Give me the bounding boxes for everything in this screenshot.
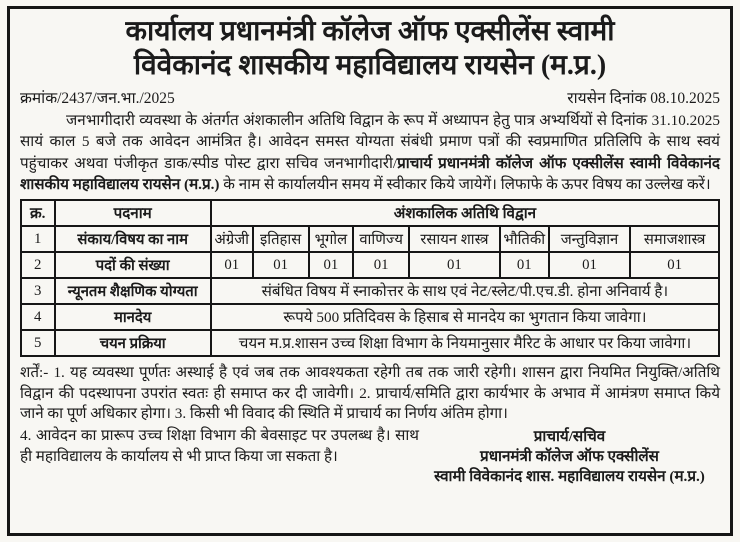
subject-cell: इतिहास xyxy=(253,226,309,252)
count-cell: 01 xyxy=(409,252,500,278)
signature-college-name: प्रधानमंत्री कॉलेज ऑफ एक्सीलेंस xyxy=(480,448,659,466)
detail-cell: चयन म.प्र.शासन उच्च शिक्षा विभाग के नियमानुसार मैरिट के आधार पर किया जावेगा। xyxy=(211,330,719,356)
reference-number: क्रमांक/2437/जन.भा./2025 xyxy=(20,90,175,108)
place-date: रायसेन दिनांक 08.10.2025 xyxy=(567,90,720,108)
intro-text-bold: प्राचार्य प्रधानमंत्री कॉलेज ऑफ एक्सीलेंस स्वामी विवेकानंद शासकीय महाविद्यालय रायसेन (म.प्र.) xyxy=(20,154,720,194)
signature-designation: प्राचार्य/सचिव xyxy=(533,428,606,446)
table-row-subjects xyxy=(21,226,719,252)
detail-cell: संबंधित विषय में स्नाकोत्तर के साथ एवं नेट/स्लेट/पी.एच.डी. होना अनिवार्य है। xyxy=(211,278,719,304)
row-label: मानदेय xyxy=(55,304,211,330)
sn-cell: 3 xyxy=(21,278,55,304)
detail-cell: रूपये 500 प्रतिदिवस के हिसाब से मानदेय का भुगतान किया जावेगा। xyxy=(211,304,719,330)
terms-paragraph: शर्तें:- 1. यह व्यवस्था पूर्णतः अस्थाई है एवं जब तक आवश्यकता रहेगी तब तक जारी रहेगी। शासन द्वारा नियमित नियुक्ति/अतिथि विद्वान की पदस्थापना उपरांत स्वतः ही समाप्त कर दी जावेगी। 2. प्राचार्य/समिति द्वारा कार्यभार के अभाव में आमंत्रण समाप्त किये जाने का पूर्ण अधिकार होगा। 3. किसी भी विवाद की स्थिति में प्राचार्य का निर्णय अंतिम होगा। xyxy=(20,364,720,423)
row-label: संकाय/विषय का नाम xyxy=(55,226,211,252)
vacancy-table xyxy=(20,199,720,357)
count-cell: 01 xyxy=(353,252,409,278)
page-title-line-1: कार्यालय प्रधानमंत्री कॉलेज ऑफ एक्सीलेंस स्वामी xyxy=(125,16,615,47)
signature-block xyxy=(419,426,720,486)
row-label: न्यूनतम शैक्षणिक योग्यता xyxy=(55,278,211,304)
term-item-4: 4. आवेदन का प्रारूप उच्च शिक्षा विभाग की बेवसाइट पर उपलब्ध है। साथ ही महाविद्यालय के कार्यालय से भी प्राप्त किया जा सकता है। xyxy=(20,427,419,465)
row-label: चयन प्रक्रिया xyxy=(55,330,211,356)
table-row-counts xyxy=(21,252,719,278)
subject-cell: जन्तुविज्ञान xyxy=(549,226,631,252)
intro-text-end: के नाम से कार्यालयीन समय में स्वीकार किये जायेगें। लिफाफे के ऊपर विषय का उल्लेख करें। xyxy=(219,176,711,194)
sn-cell: 4 xyxy=(21,304,55,330)
table-row-qualification xyxy=(21,278,719,304)
table-row-selection xyxy=(21,330,719,356)
subject-cell: अंग्रेजी xyxy=(211,226,253,252)
header-post-name: पदनाम xyxy=(55,200,211,226)
count-cell: 01 xyxy=(549,252,631,278)
sn-cell: 2 xyxy=(21,252,55,278)
document-frame xyxy=(7,6,733,536)
header-span-title: अंशकालिक अतिथि विद्वान xyxy=(211,200,719,226)
count-cell: 01 xyxy=(211,252,253,278)
header-sn: क्र. xyxy=(21,200,55,226)
table-header-row xyxy=(21,200,719,226)
subject-cell: भौतिकी xyxy=(500,226,549,252)
subject-cell: रसायन शास्त्र xyxy=(409,226,500,252)
sn-cell: 5 xyxy=(21,330,55,356)
subject-cell: समाजशास्त्र xyxy=(630,226,719,252)
bottom-row xyxy=(20,426,720,486)
subject-cell: भूगोल xyxy=(309,226,354,252)
intro-text-start: जनभागीदारी व्यवस्था के अंतर्गत अंशकालीन अतिथि विद्वान के रूप में अध्यापन हेतु पात्र अभ्यर्थियों से दिनांक 31.10.2025 सायं काल 5 बजे तक आवेदन आमंत्रित है। आवेदन समस्त योग्यता संबंधी प्रमाण पत्रों की स्वप्रमाणित प्रतिलिपि के साथ स्वयं पहुंचाकर अथवा पंजीकृत डाक/स्पीड पोस्ट द्वारा सचिव जनभागीदारी/ xyxy=(20,112,720,172)
count-cell: 01 xyxy=(309,252,354,278)
count-cell: 01 xyxy=(500,252,549,278)
table-row-honorarium xyxy=(21,304,719,330)
page-title xyxy=(20,15,720,82)
signature-college-place: स्वामी विवेकानंद शास. महाविद्यालय रायसेन (म.प्र.) xyxy=(434,467,705,485)
meta-row xyxy=(20,86,720,108)
count-cell: 01 xyxy=(630,252,719,278)
sn-cell: 1 xyxy=(21,226,55,252)
count-cell: 01 xyxy=(253,252,309,278)
subject-cell: वाणिज्य xyxy=(353,226,409,252)
page-title-line-2: विवेकानंद शासकीय महाविद्यालय रायसेन (म.प्र.) xyxy=(133,49,607,81)
intro-paragraph xyxy=(20,110,720,195)
row-label: पदों की संख्या xyxy=(55,252,211,278)
